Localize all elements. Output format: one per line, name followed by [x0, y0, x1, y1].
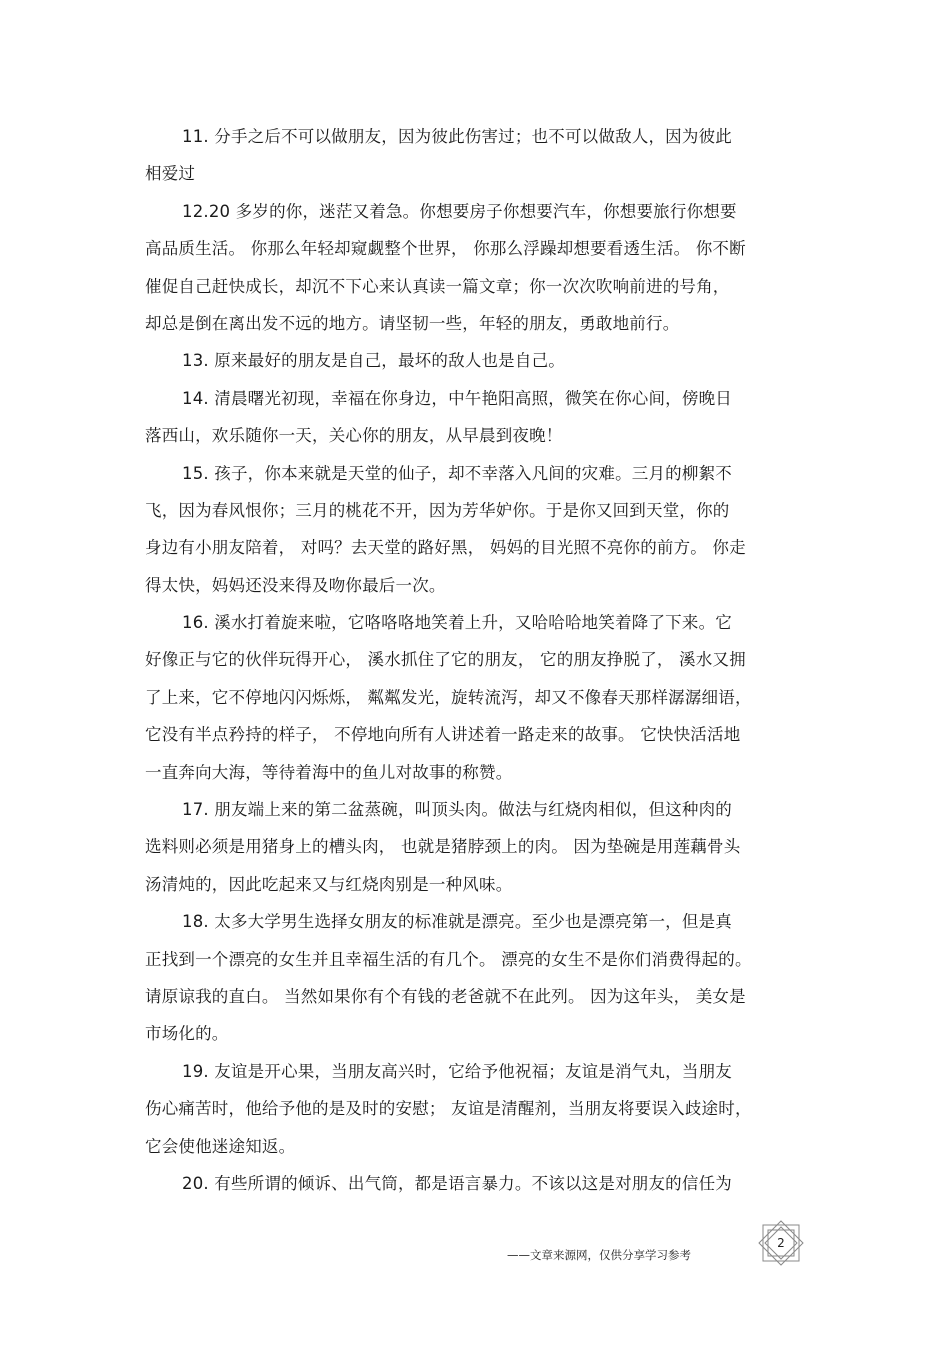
paragraph-line: 伤心痛苦时，他给予他的是及时的安慰； 友谊是清醒剂，当朋友将要误入歧途时，: [145, 1099, 752, 1119]
paragraph: [145, 118, 810, 193]
paragraph-first-line: 13. 原来最好的朋友是自己，最坏的敌人也是自己。: [182, 351, 565, 371]
paragraph-first-line: 17. 朋友端上来的第二盆蒸碗，叫顶头肉。做法与红烧肉相似，但这种肉的: [182, 800, 732, 820]
page-number-badge: [757, 1219, 805, 1267]
paragraph-first-line: 19. 友谊是开心果，当朋友高兴时，它给予他祝福；友谊是消气丸，当朋友: [182, 1061, 732, 1081]
paragraph-line: 了上来，它不停地闪闪烁烁， 粼粼发光，旋转流泻，却又不像春天那样潺潺细语，: [145, 687, 752, 707]
paragraph-line: 一直奔向大海，等待着海中的鱼儿对故事的称赞。: [145, 762, 513, 782]
paragraph-first-line: 16. 溪水打着旋来啦，它咯咯咯地笑着上升，又哈哈哈地笑着降了下来。它: [182, 613, 732, 633]
paragraph-line: 却总是倒在离出发不远的地方。请坚韧一些，年轻的朋友，勇敢地前行。: [145, 313, 680, 333]
paragraph-line: 它会使他迷途知返。: [145, 1136, 296, 1156]
paragraph-line: 高品质生活。 你那么年轻却窥觑整个世界， 你那么浮躁却想要看透生活。 你不断: [145, 239, 746, 259]
paragraph-first-line: 11. 分手之后不可以做朋友，因为彼此伤害过；也不可以做敌人，因为彼此: [182, 127, 732, 146]
paragraph-line: 身边有小朋友陪着， 对吗？去天堂的路好黑， 妈妈的目光照不亮你的前方。 你走: [145, 538, 746, 558]
page-number: 2: [777, 1236, 785, 1250]
paragraph-line: 请原谅我的直白。 当然如果你有个有钱的老爸就不在此列。 因为这年头， 美女是: [145, 986, 746, 1006]
paragraph: [145, 193, 810, 343]
paragraph-line: 市场化的。: [145, 1024, 229, 1044]
paragraph: [145, 380, 810, 455]
paragraph: [145, 1165, 810, 1202]
paragraph-first-line: 15. 孩子，你本来就是天堂的仙子，却不幸落入凡间的灾难。三月的柳絮不: [182, 463, 732, 483]
paragraph-line: 催促自己赶快成长，却沉不下心来认真读一篇文章；你一次次吹响前进的号角，: [145, 276, 730, 296]
paragraph-first-line: 14. 清晨曙光初现，幸福在你身边，中午艳阳高照，微笑在你心间，傍晚日: [182, 388, 732, 408]
paragraph-first-line: 18. 太多大学男生选择女朋友的标准就是漂亮。至少也是漂亮第一，但是真: [182, 912, 732, 932]
paragraph-line: 得太快，妈妈还没来得及吻你最后一次。: [145, 575, 446, 595]
paragraph: [145, 342, 810, 379]
paragraph-line: 正找到一个漂亮的女生并且幸福生活的有几个。 漂亮的女生不是你们消费得起的。: [145, 949, 752, 969]
paragraph: [145, 604, 810, 791]
paragraph-line: 选料则必须是用猪身上的槽头肉， 也就是猪脖颈上的肉。 因为垫碗是用莲藕骨头: [145, 837, 741, 857]
paragraph-line: 相爱过: [145, 164, 196, 184]
paragraph-line: 好像正与它的伙伴玩得开心， 溪水抓住了它的朋友， 它的朋友挣脱了， 溪水又拥: [145, 650, 746, 670]
paragraph-line: 汤清炖的，因此吃起来又与红烧肉别是一种风味。: [145, 874, 513, 894]
paragraph-line: 落西山，欢乐随你一天，关心你的朋友，从早晨到夜晚！: [145, 426, 563, 446]
paragraph: [145, 791, 810, 903]
paragraph: [145, 903, 810, 1053]
paragraph-line: 飞，因为春风恨你；三月的桃花不开，因为芳华妒你。于是你又回到天堂，你的: [145, 500, 730, 520]
paragraph-line: 它没有半点矜持的样子， 不停地向所有人讲述着一路走来的故事。 它快快活活地: [145, 725, 741, 745]
paragraph-first-line: 12.20 多岁的你，迷茫又着急。你想要房子你想要汽车，你想要旅行你想要: [182, 201, 737, 221]
paragraph: [145, 455, 810, 605]
footer-source-note: ——文章来源网，仅供分享学习参考: [507, 1248, 691, 1262]
document-body: [145, 118, 810, 1202]
paragraph-first-line: 20. 有些所谓的倾诉、出气筒，都是语言暴力。不该以这是对朋友的信任为: [182, 1173, 732, 1193]
paragraph: [145, 1053, 810, 1165]
